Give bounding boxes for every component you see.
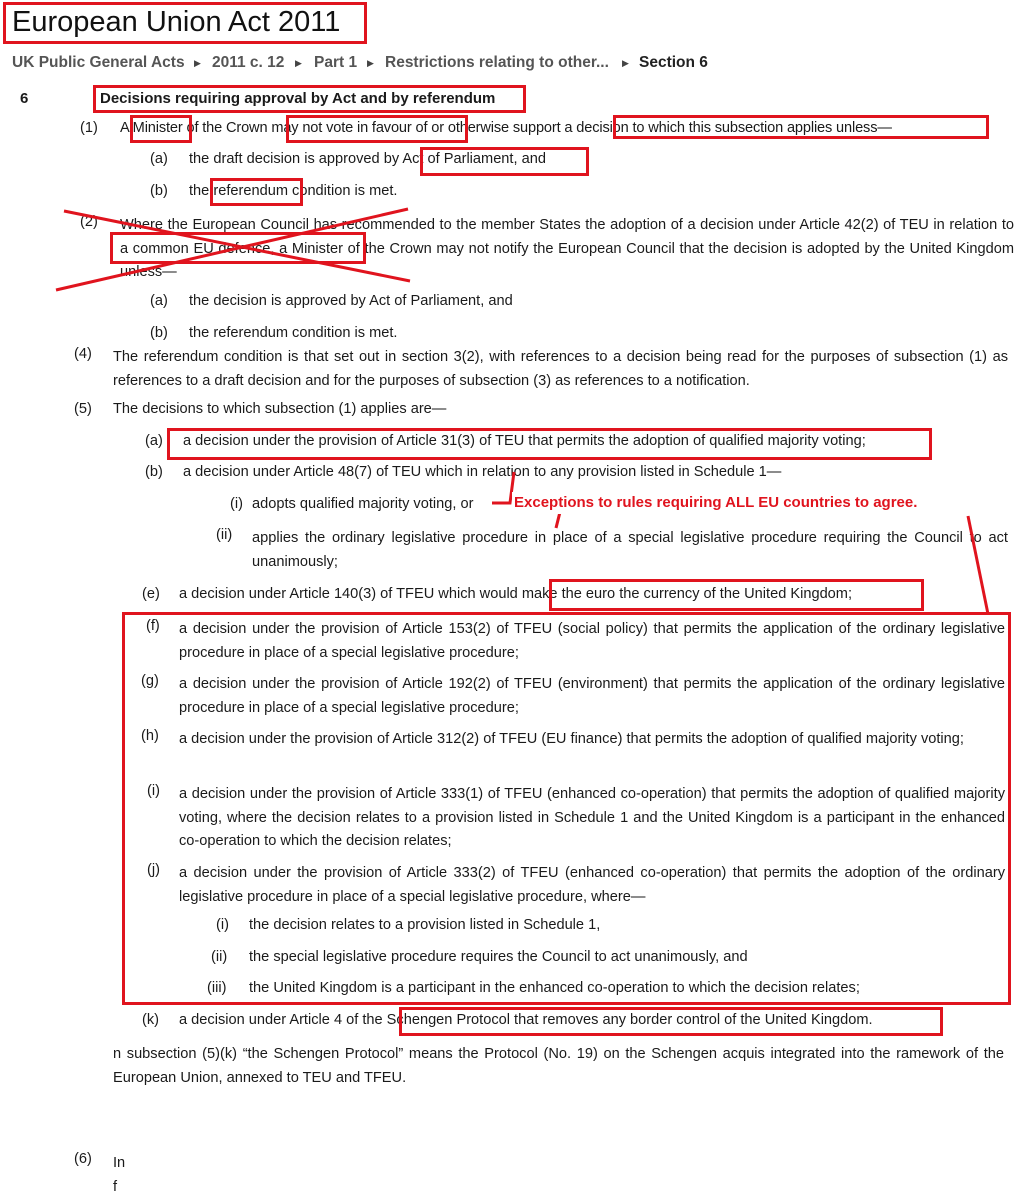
paragraph-label: (f) [146, 618, 160, 634]
subsection-1-text: A Minister of the Crown may not vote in favour of or otherwise support a decision to which this subsection applies unless— [120, 120, 892, 136]
breadcrumb-separator-icon: ▶ [367, 58, 374, 68]
subsection-4-text: The referendum condition is that set out in section 3(2), with references to a decision being read for the purposes of subsection (1) as references to a draft decision and for the purposes of subsection (3) as references to a notification. [113, 349, 1008, 389]
paragraph-label: (j) [147, 862, 160, 878]
breadcrumb-link-uk-public-general-acts[interactable]: UK Public General Acts [12, 54, 185, 71]
paragraph-label: (k) [142, 1012, 160, 1028]
paragraph-label: (a) [145, 433, 163, 449]
breadcrumb-link-part-1[interactable]: Part 1 [314, 54, 358, 71]
subsection-1-b-text: the referendum condition is met. [189, 183, 398, 199]
subsection-1-a-text: the draft decision is approved by Act of Parliament, and [189, 151, 546, 167]
subsection-5-b-text: a decision under Article 48(7) of TEU which in relation to any provision listed in Schedule 1— [183, 464, 782, 480]
subsection-5-k-text: a decision under Article 4 of the Schengen Protocol that removes any border control of the United Kingdom. [179, 1012, 873, 1028]
schengen-definition-text: n subsection (5)(k) “the Schengen Protocol” means the Protocol (No. 19) on the Schengen acquis integrated into the ramework of the European Union, annexed to TEU and TFEU. [113, 1046, 1004, 1086]
subsection-5-j-i-text: the decision relates to a provision listed in Schedule 1, [249, 917, 601, 933]
paragraph-label: (a) [150, 293, 168, 309]
subsection-5-g-text: a decision under the provision of Article 192(2) of TFEU (environment) that permits the application of the ordinary legislative procedure in place of a special legislative procedure; [179, 676, 1005, 716]
subsection-5-i-text: a decision under the provision of Article 333(1) of TFEU (enhanced co-operation) that permits the adoption of qualified majority voting, where the decision relates to a provision listed in Schedule 1 and the United Kingdom is a participant in the enhanced co-operation to which the decision relates; [179, 786, 1005, 849]
subsection-6-text: In f [113, 1155, 126, 1195]
subsection-5-j-iii-text: the United Kingdom is a participant in the enhanced co-operation to which the decision relates; [249, 980, 860, 996]
subsection-number: (1) [80, 120, 98, 136]
subparagraph-label: (i) [216, 917, 229, 933]
subsection-5-text: The decisions to which subsection (1) applies are— [113, 401, 447, 417]
breadcrumb-separator-icon: ▶ [194, 58, 201, 68]
paragraph-label: (b) [150, 325, 168, 341]
subsection-5-f-text: a decision under the provision of Article 153(2) of TFEU (social policy) that permits the application of the ordinary legislative procedure in place of a special legislative procedure; [179, 621, 1005, 661]
breadcrumb-current-section: Section 6 [639, 54, 708, 71]
paragraph-label: (h) [141, 728, 159, 744]
paragraph-label: (b) [145, 464, 163, 480]
page-title: European Union Act 2011 [12, 6, 341, 38]
subsection-number: (5) [74, 401, 92, 417]
subsection-5-j-text: a decision under the provision of Article 333(2) of TFEU (enhanced co-operation) that permits the adoption of the ordinary legislative procedure in place of a special legislative procedure, where— [179, 865, 1005, 905]
subsection-5-j-ii-text: the special legislative procedure requires the Council to act unanimously, and [249, 949, 748, 965]
subsection-2-text: Where the European Council has recommended to the member States the adoption of a decision under Article 42(2) of TEU in relation to a common EU defence, a Minister of the Crown may not notify the European Council that the decision is adopted by the United Kingdom unless— [120, 217, 1014, 280]
paragraph-label: (i) [147, 783, 160, 799]
subsection-5-h-text: a decision under the provision of Article 312(2) of TFEU (EU finance) that permits the adoption of qualified majority voting; [179, 731, 964, 747]
section-heading: Decisions requiring approval by Act and by referendum [100, 90, 496, 107]
subsection-2-b-text: the referendum condition is met. [189, 325, 398, 341]
annotation-pointer-line [556, 512, 560, 528]
subsection-5-e-text: a decision under Article 140(3) of TFEU which would make the euro the currency of the United Kingdom; [179, 586, 853, 602]
subsection-5-b-i-text: adopts qualified majority voting, or [252, 496, 474, 512]
breadcrumb-separator-icon: ▶ [622, 58, 629, 68]
subparagraph-label: (ii) [216, 527, 233, 543]
subsection-number: (4) [74, 346, 92, 362]
breadcrumb-link-2011-c12[interactable]: 2011 c. 12 [212, 54, 285, 71]
section-number: 6 [20, 90, 29, 107]
subsection-number: (2) [80, 214, 98, 230]
subsection-2-a-text: the decision is approved by Act of Parliament, and [189, 293, 513, 309]
annotation-label: Exceptions to rules requiring ALL EU countries to agree. [514, 494, 918, 511]
breadcrumb-separator-icon: ▶ [295, 58, 302, 68]
paragraph-label: (g) [141, 673, 159, 689]
subparagraph-label: (i) [230, 496, 243, 512]
paragraph-label: (e) [142, 586, 160, 602]
subsection-5-b-ii-text: applies the ordinary legislative procedure in place of a special legislative procedure requiring the Council to act unanimously; [252, 530, 1008, 570]
subsection-5-a-text: a decision under the provision of Article 31(3) of TEU that permits the adoption of qualified majority voting; [183, 433, 866, 449]
subparagraph-label: (ii) [211, 949, 228, 965]
subparagraph-label: (iii) [207, 980, 227, 996]
paragraph-label: (b) [150, 183, 168, 199]
paragraph-label: (a) [150, 151, 168, 167]
subsection-number: (6) [74, 1151, 92, 1167]
breadcrumb-link-restrictions[interactable]: Restrictions relating to other... [385, 54, 609, 71]
